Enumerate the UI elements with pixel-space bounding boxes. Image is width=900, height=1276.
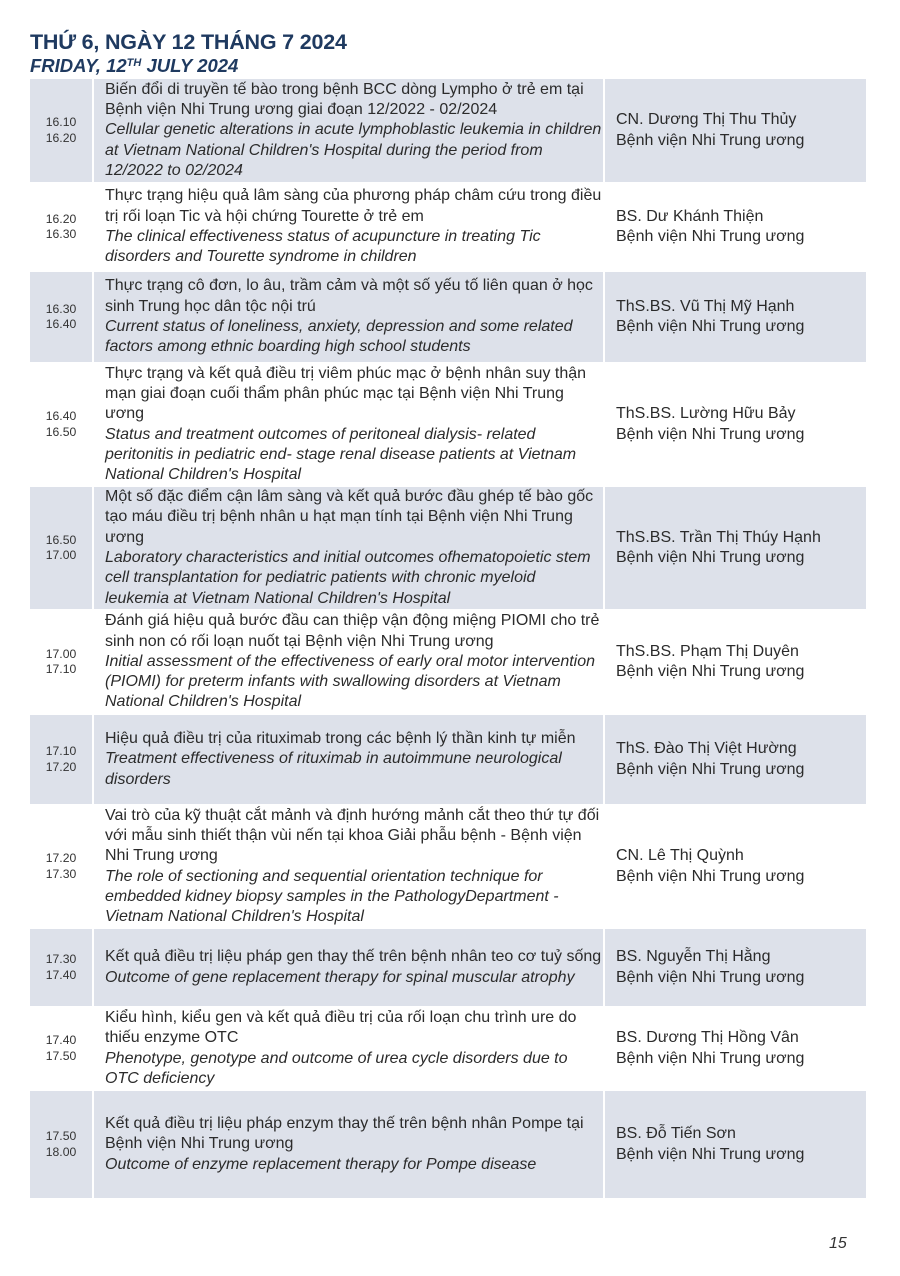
end-time: 18.00 bbox=[45, 1144, 77, 1159]
speaker-affiliation: Bệnh viện Nhi Trung ương bbox=[616, 549, 805, 566]
start-time: 17.20 bbox=[45, 851, 77, 865]
end-time: 17.00 bbox=[45, 548, 77, 562]
topic-en: Outcome of enzyme replacement therapy for Pompe disease bbox=[105, 1155, 537, 1173]
topic-en: The role of sectioning and sequential orientation technique for embedded kidney biopsy samples in the PathologyDepartment - Vietnam National Children's Hospital bbox=[105, 867, 559, 926]
table-row bbox=[30, 272, 866, 364]
table-row bbox=[30, 806, 866, 929]
time-cell bbox=[30, 487, 92, 609]
speaker-affiliation: Bệnh viện Nhi Trung ương bbox=[616, 1049, 805, 1067]
topic-en: Treatment effectiveness of rituximab in autoimmune neurological disorders bbox=[105, 750, 562, 788]
page-title-vi: THỨ 6, NGÀY 12 THÁNG 7 2024 bbox=[30, 30, 347, 54]
topic-en: Current status of loneliness, anxiety, depression and some related factors among ethnic boarding high school students bbox=[105, 318, 573, 356]
speaker-name: ThS. Đào Thị Việt Hường bbox=[616, 740, 797, 757]
speaker-affiliation: Bệnh viện Nhi Trung ương bbox=[616, 968, 805, 986]
topic-cell bbox=[92, 364, 605, 485]
start-time: 16.10 bbox=[45, 115, 77, 129]
speaker-cell bbox=[605, 806, 866, 927]
end-time: 17.40 bbox=[45, 967, 77, 982]
topic-vi: Vai trò của kỹ thuật cắt mảnh và định hướng mảnh cắt theo thứ tự đối với mẫu sinh thiết thận vùi nến tại khoa Giải phẫu bệnh - Bệnh viện Nhi Trung ương bbox=[105, 806, 600, 865]
topic-cell bbox=[92, 1091, 605, 1198]
time-cell bbox=[30, 272, 92, 362]
topic-cell bbox=[92, 1008, 605, 1089]
speaker-affiliation: Bệnh viện Nhi Trung ương bbox=[616, 228, 805, 245]
time-cell bbox=[30, 1008, 92, 1089]
speaker-cell bbox=[605, 929, 866, 1006]
topic-vi: Thực trạng cô đơn, lo âu, trầm cảm và một số yếu tố liên quan ở học sinh Trung học dân tộc nội trú bbox=[105, 277, 593, 315]
speaker-cell bbox=[605, 272, 866, 362]
time-cell bbox=[30, 611, 92, 713]
table-row bbox=[30, 79, 866, 184]
topic-cell bbox=[92, 272, 605, 362]
table-row bbox=[30, 1091, 866, 1200]
title-en-superscript: TH bbox=[126, 57, 142, 69]
topic-en: Initial assessment of the effectiveness of early oral motor intervention (PIOMI) for preterm infants with swallowing disorders at Vietnam National Children's Hospital bbox=[105, 652, 596, 711]
speaker-name: ThS.BS. Phạm Thị Duyên bbox=[616, 642, 799, 660]
topic-en: The clinical effectiveness status of acupuncture in treating Tic disorders and Tourette syndrome in children bbox=[105, 228, 541, 266]
table-row bbox=[30, 1008, 866, 1091]
time-cell bbox=[30, 184, 92, 270]
topic-en: Laboratory characteristics and initial outcomes ofhematopoietic stem cell transplantation for pediatric patients with chronic myeloid leukemia at Vietnam National Children's Hospital bbox=[105, 549, 591, 607]
speaker-name: CN. Lê Thị Quỳnh bbox=[616, 847, 744, 864]
topic-en: Status and treatment outcomes of peritoneal dialysis- related peritonitis in pediatric end- stage renal disease patients at Vietnam National Children's Hospital bbox=[105, 425, 577, 484]
end-time: 16.20 bbox=[45, 130, 77, 145]
table-row bbox=[30, 184, 866, 272]
topic-cell bbox=[92, 929, 605, 1006]
page-number: 15 bbox=[829, 1235, 847, 1252]
speaker-cell bbox=[605, 1091, 866, 1198]
speaker-affiliation: Bệnh viện Nhi Trung ương bbox=[616, 760, 805, 778]
topic-en: Phenotype, genotype and outcome of urea cycle disorders due to OTC deficiency bbox=[105, 1049, 568, 1087]
topic-vi: Đánh giá hiệu quả bước đầu can thiệp vận động miệng PIOMI cho trẻ sinh non có rối loạn nuốt tại Bệnh viện Nhi Trung ương bbox=[105, 612, 600, 650]
speaker-affiliation: Bệnh viện Nhi Trung ương bbox=[616, 867, 805, 885]
speaker-cell bbox=[605, 184, 866, 270]
topic-vi: Kết quả điều trị liệu pháp gen thay thế trên bệnh nhân teo cơ tuỷ sống bbox=[105, 948, 602, 966]
table-row bbox=[30, 611, 866, 715]
table-row bbox=[30, 715, 866, 806]
speaker-affiliation: Bệnh viện Nhi Trung ương bbox=[616, 663, 805, 680]
topic-en: Outcome of gene replacement therapy for spinal muscular atrophy bbox=[105, 968, 575, 986]
speaker-affiliation: Bệnh viện Nhi Trung ương bbox=[616, 1145, 805, 1163]
speaker-name: CN. Dương Thị Thu Thủy bbox=[616, 111, 797, 128]
speaker-affiliation: Bệnh viện Nhi Trung ương bbox=[616, 425, 805, 443]
speaker-affiliation: Bệnh viện Nhi Trung ương bbox=[616, 318, 805, 335]
time-cell bbox=[30, 364, 92, 485]
speaker-cell bbox=[605, 79, 866, 182]
start-time: 17.50 bbox=[45, 1129, 77, 1143]
topic-vi: Một số đặc điểm cận lâm sàng và kết quả bước đầu ghép tế bào gốc tạo máu điều trị bệnh nhân u hạt mạn tính tại Bệnh viện Nhi Trung ương bbox=[105, 488, 594, 546]
start-time: 16.50 bbox=[45, 532, 77, 547]
topic-cell bbox=[92, 184, 605, 270]
speaker-cell bbox=[605, 611, 866, 713]
title-en-prefix: FRIDAY, 12 bbox=[30, 55, 127, 76]
start-time: 16.20 bbox=[45, 211, 77, 226]
topic-cell bbox=[92, 806, 605, 927]
speaker-name: BS. Dương Thị Hồng Vân bbox=[616, 1029, 799, 1046]
time-cell bbox=[30, 1091, 92, 1198]
end-time: 17.50 bbox=[45, 1048, 77, 1063]
start-time: 17.40 bbox=[45, 1033, 77, 1047]
end-time: 17.30 bbox=[45, 866, 77, 881]
table-row bbox=[30, 929, 866, 1008]
end-time: 17.20 bbox=[45, 759, 77, 774]
topic-cell bbox=[92, 79, 605, 182]
end-time: 16.50 bbox=[45, 424, 77, 439]
topic-vi: Hiệu quả điều trị của rituximab trong các bệnh lý thần kinh tự miễn bbox=[105, 730, 576, 748]
topic-cell bbox=[92, 611, 605, 713]
topic-cell bbox=[92, 715, 605, 804]
speaker-name: BS. Đỗ Tiến Sơn bbox=[616, 1125, 736, 1142]
start-time: 17.30 bbox=[45, 952, 77, 966]
start-time: 17.10 bbox=[45, 744, 77, 758]
end-time: 16.40 bbox=[45, 317, 77, 331]
table-row bbox=[30, 487, 866, 611]
time-cell bbox=[30, 715, 92, 804]
schedule-table bbox=[30, 79, 866, 1200]
speaker-cell bbox=[605, 487, 866, 609]
time-cell bbox=[30, 806, 92, 927]
topic-vi: Kiểu hình, kiểu gen và kết quả điều trị của rối loạn chu trình ure do thiếu enzyme OTC bbox=[105, 1008, 577, 1047]
end-time: 17.10 bbox=[45, 662, 77, 676]
time-cell bbox=[30, 929, 92, 1006]
topic-vi: Thực trạng hiệu quả lâm sàng của phương pháp châm cứu trong điều trị rối loạn Tic và hội chứng Tourette ở trẻ em bbox=[105, 187, 602, 225]
topic-vi: Thực trạng và kết quả điều trị viêm phúc mạc ở bệnh nhân suy thận mạn giai đoạn cuối thẩm phân phúc mạc tại Bệnh viện Nhi Trung ương bbox=[105, 364, 587, 423]
title-en-suffix: JULY 2024 bbox=[141, 55, 239, 76]
speaker-cell bbox=[605, 715, 866, 804]
table-row bbox=[30, 364, 866, 487]
speaker-cell bbox=[605, 364, 866, 485]
speaker-name: BS. Nguyễn Thị Hằng bbox=[616, 948, 771, 965]
topic-cell bbox=[92, 487, 605, 609]
topic-vi: Biến đổi di truyền tế bào trong bệnh BCC dòng Lympho ở trẻ em tại Bệnh viện Nhi Trung ương giai đoạn 12/2022 - 02/2024 bbox=[105, 80, 584, 119]
end-time: 16.30 bbox=[45, 227, 77, 241]
topic-vi: Kết quả điều trị liệu pháp enzym thay thế trên bệnh nhân Pompe tại Bệnh viện Nhi Trung ương bbox=[105, 1115, 584, 1153]
time-cell bbox=[30, 79, 92, 182]
speaker-cell bbox=[605, 1008, 866, 1089]
speaker-name: ThS.BS. Lường Hữu Bảy bbox=[616, 405, 796, 422]
page-title-en bbox=[30, 55, 238, 77]
start-time: 16.30 bbox=[45, 301, 77, 316]
speaker-name: BS. Dư Khánh Thiện bbox=[616, 207, 764, 225]
speaker-name: ThS.BS. Trần Thị Thúy Hạnh bbox=[616, 528, 821, 546]
speaker-name: ThS.BS. Vũ Thị Mỹ Hạnh bbox=[616, 297, 795, 315]
speaker-affiliation: Bệnh viện Nhi Trung ương bbox=[616, 131, 805, 149]
topic-en: Cellular genetic alterations in acute lymphoblastic leukemia in children at Vietnam National Children's Hospital during the period from 12/2022 to 02/2024 bbox=[105, 121, 602, 179]
start-time: 16.40 bbox=[45, 409, 77, 423]
start-time: 17.00 bbox=[45, 646, 77, 661]
